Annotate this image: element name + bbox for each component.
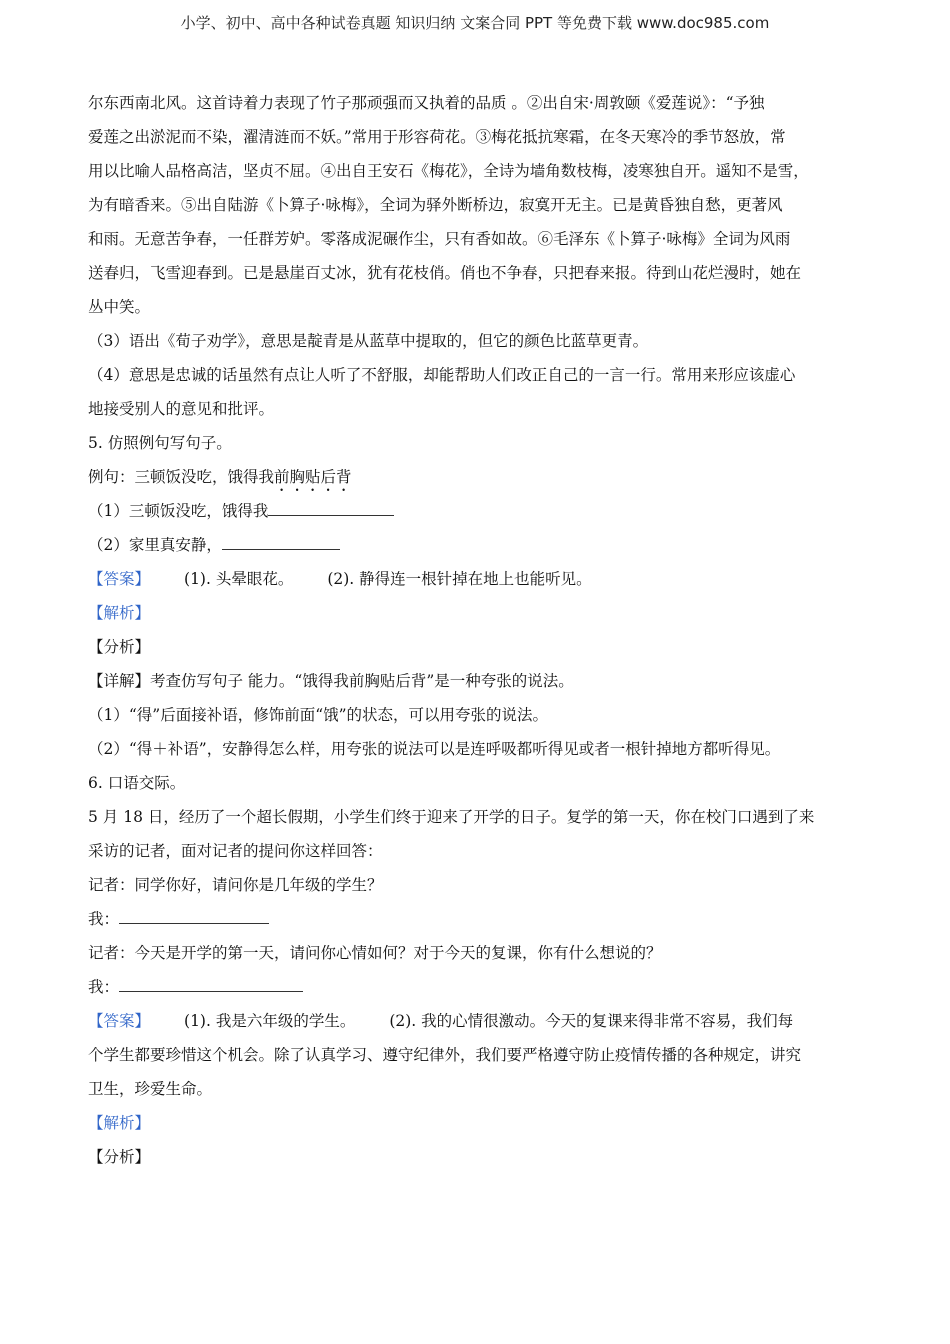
q5-item-2-text: （2）家里真安静，	[88, 536, 222, 554]
q5-item-1	[88, 494, 868, 528]
answer-2: (2). 静得连一根针掉在地上也能听见。	[327, 570, 592, 588]
text-line: 个学生都要珍惜这个机会。除了认真学习、遵守纪律外，我们要严格遵守防止疫情传播的各种规定，讲究	[88, 1046, 802, 1064]
text-line: （4）意思是忠诚的话虽然有点让人听了不舒服，却能帮助人们改正自己的一言一行。常用来形应该虚心	[88, 366, 796, 384]
text-line: 爱莲之出淤泥而不染，濯清涟而不妖。”常用于形容荷花。③梅花抵抗寒霜，在冬天寒冷的季节怒放，常	[88, 128, 786, 146]
q5-item-2	[88, 528, 868, 562]
text-line: 丛中笑。	[88, 298, 151, 316]
example-emphasis: 前胸贴后背	[274, 468, 352, 486]
analysis-label: 【解析】	[88, 1114, 151, 1132]
fenxi-label: 【分析】	[88, 1148, 151, 1166]
answer-label: 【答案】	[88, 1012, 151, 1030]
detail-line: 【详解】考查仿写句子 能力。“饿得我前胸贴后背”是一种夸张的说法。	[88, 672, 574, 690]
text-line: 卫生，珍爱生命。	[88, 1080, 213, 1098]
text-line: （3）语出《荀子劝学》，意思是靛青是从蓝草中提取的，但它的颜色比蓝草更青。	[88, 332, 649, 350]
text-line: 地接受别人的意见和批评。	[88, 400, 275, 418]
example-sentence	[88, 460, 868, 494]
page-header: 小学、初中、高中各种试卷真题 知识归纳 文案合同 PPT 等免费下载 www.doc985.com	[180, 14, 770, 32]
example-prefix: 例句：三顿饭没吃，饿得我	[88, 468, 275, 486]
q5-item-1-text: （1）三顿饭没吃，饿得我	[88, 502, 269, 520]
detail-line: （2）“得＋补语”，安静得怎么样，用夸张的说法可以是连呼吸都听得见或者一根针掉地方都听得见。	[88, 740, 781, 758]
answer-blank[interactable]	[119, 977, 303, 992]
text-line: 用以比喻人品格高洁，坚贞不屈。④出自王安石《梅花》，全诗为墙角数枝梅，凌寒独自开。遥知不是雪，	[88, 162, 809, 180]
q6-answer	[88, 1004, 868, 1038]
my-answer-2	[88, 970, 868, 1004]
answer-2: (2). 我的心情很激动。今天的复课来得非常不容易，我们每	[389, 1012, 794, 1030]
question-5-title: 5. 仿照例句写句子。	[88, 434, 232, 452]
document-body	[88, 86, 868, 1174]
reporter-question-1: 记者：同学你好，请问你是几年级的学生？	[88, 876, 383, 894]
my-answer-1	[88, 902, 868, 936]
me-label: 我：	[88, 978, 120, 996]
question-6-title: 6. 口语交际。	[88, 774, 186, 792]
answer-blank[interactable]	[119, 909, 269, 924]
analysis-label: 【解析】	[88, 604, 151, 622]
answer-1: (1). 我是六年级的学生。	[184, 1012, 356, 1030]
answer-label: 【答案】	[88, 570, 151, 588]
detail-line: （1）“得”后面接补语，修饰前面“饿”的状态，可以用夸张的说法。	[88, 706, 549, 724]
text-line: 尔东西南北风。这首诗着力表现了竹子那顽强而又执着的品质 。②出自宋·周敦颐《爱莲说》：“予独	[88, 94, 765, 112]
text-line: 和雨。无意苦争春，一任群芳妒。零落成泥碾作尘，只有香如故。⑥毛泽东《卜算子·咏梅》全词为风雨	[88, 230, 791, 248]
reporter-question-2: 记者：今天是开学的第一天，请问你心情如何？对于今天的复课，你有什么想说的？	[88, 944, 662, 962]
me-label: 我：	[88, 910, 120, 928]
fenxi-label: 【分析】	[88, 638, 151, 656]
q5-answer	[88, 562, 868, 596]
answer-blank[interactable]	[268, 501, 394, 516]
answer-1: (1). 头晕眼花。	[184, 570, 294, 588]
text-line: 送春归，飞雪迎春到。已是悬崖百丈冰，犹有花枝俏。俏也不争春，只把春来报。待到山花烂漫时，她在	[88, 264, 802, 282]
text-line: 采访的记者，面对记者的提问你这样回答：	[88, 842, 383, 860]
answer-blank[interactable]	[222, 535, 340, 550]
text-line: 5 月 18 日，经历了一个超长假期，小学生们终于迎来了开学的日子。复学的第一天，你在校门口遇到了来	[88, 808, 815, 826]
text-line: 为有暗香来。⑤出自陆游《卜算子·咏梅》，全词为驿外断桥边，寂寞开无主。已是黄昏独自愁，更著风	[88, 196, 783, 214]
